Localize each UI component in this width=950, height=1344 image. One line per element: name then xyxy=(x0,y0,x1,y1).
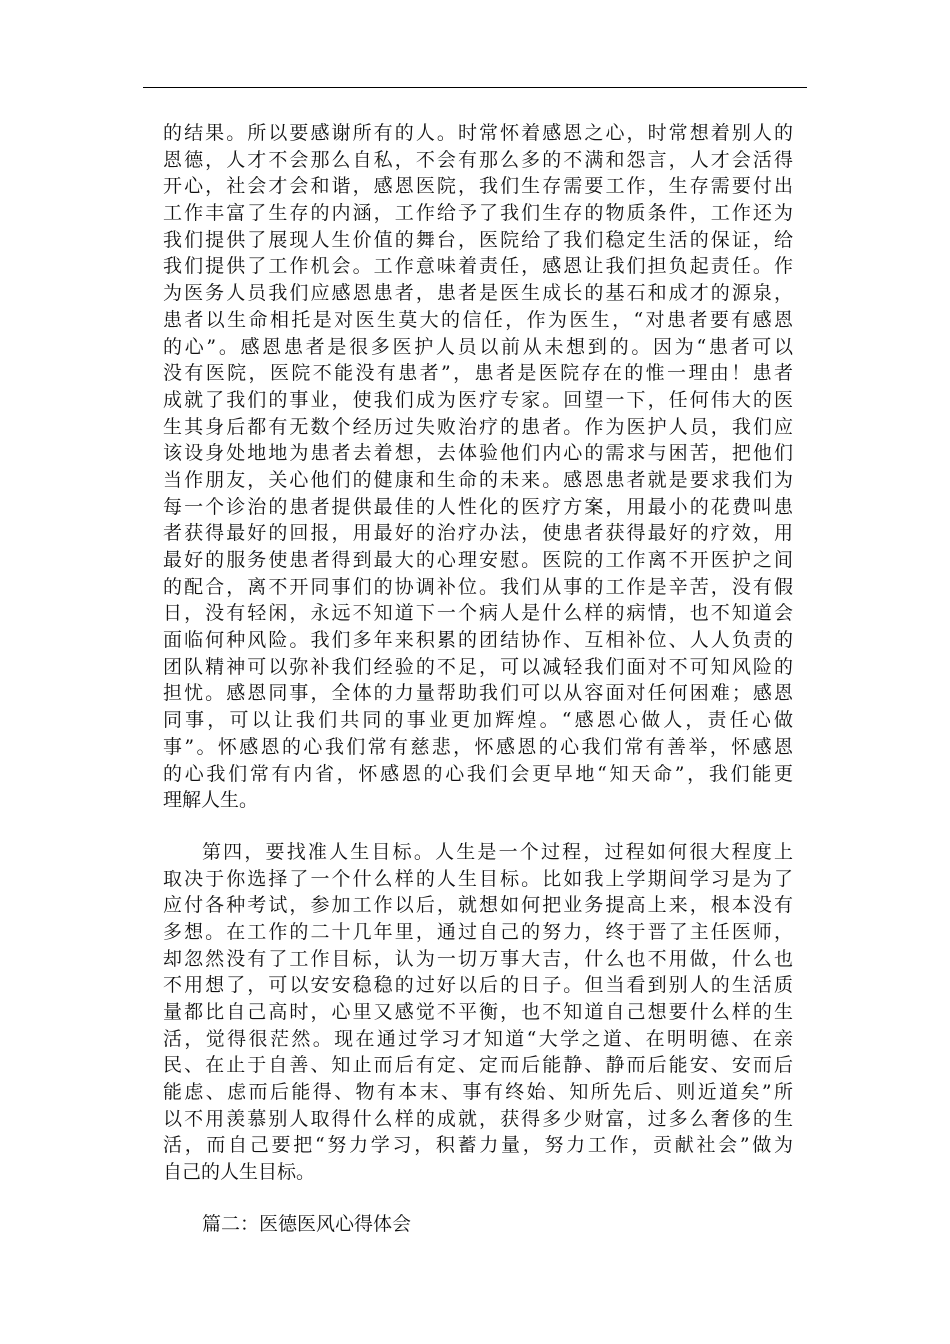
paragraph-life-goal xyxy=(163,839,793,1186)
text-line: 的心我们常有内省，怀感恩的心我们会更早地“知天命”，我们能更 xyxy=(163,762,793,785)
text-line: 活，而自己要把“努力学习，积蓄力量，努力工作，贡献社会”做为 xyxy=(163,1134,793,1157)
text-line: 量都比自己高时，心里又感觉不平衡，也不知道自己想要什么样的生 xyxy=(163,1001,793,1023)
text-line: 日，没有轻闲，永远不知道下一个病人是什么样的病情，也不知道会 xyxy=(163,602,793,625)
text-line: 能虑、虑而后能得、物有本末、事有终始、知所先后、则近道矣”所 xyxy=(163,1081,793,1104)
text-line: 理解人生。 xyxy=(163,789,259,812)
text-line: 面临何种风险。我们多年来积累的团结协作、互相补位、人人负责的 xyxy=(163,629,793,652)
text-line: 自己的人生目标。 xyxy=(163,1161,316,1184)
document-body xyxy=(163,120,793,1238)
text-line: 恩德，人才不会那么自私，不会有那么多的不满和怨言，人才会活得 xyxy=(163,148,793,171)
text-line: 取决于你选择了一个什么样的人生目标。比如我上学期间学习是为了 xyxy=(163,867,793,890)
text-line: 同事，可以让我们共同的事业更加辉煌。“感恩心做人，责任心做 xyxy=(163,709,793,732)
text-line: 却忽然没有了工作目标，认为一切万事大吉，什么也不用做，什么也 xyxy=(163,947,793,970)
text-line: 民、在止于自善、知止而后有定、定而后能静、静而后能安、安而后 xyxy=(163,1054,793,1077)
text-line: 事”。怀感恩的心我们常有慈悲，怀感恩的心我们常有善举，怀感恩 xyxy=(163,735,793,758)
text-line: 没有医院，医院不能没有患者”，患者是医院存在的惟一理由！患者 xyxy=(163,362,793,385)
text-line: 成就了我们的事业，使我们成为医疗专家。回望一下，任何伟大的医 xyxy=(163,388,793,411)
section-heading-part-two xyxy=(163,1211,793,1238)
text-line: 团队精神可以弥补我们经验的不足，可以减轻我们面对不可知风险的 xyxy=(163,655,793,678)
text-line: 当作朋友，关心他们的健康和生命的未来。感恩患者就是要求我们为 xyxy=(163,468,793,491)
text-line: 的配合，离不开同事们的协调补位。我们从事的工作是辛苦，没有假 xyxy=(163,575,793,598)
text-line: 者获得最好的回报，用最好的治疗办法，使患者获得最好的疗效，用 xyxy=(163,522,793,545)
text-line: 患者以生命相托是对医生莫大的信任，作为医生，“对患者要有感恩 xyxy=(163,308,793,331)
text-line: 每一个诊治的患者提供最佳的人性化的医疗方案，用最小的花费叫患 xyxy=(163,495,793,518)
text-line: 多想。在工作的二十几年里，通过自己的努力，终于晋了主任医师， xyxy=(163,920,793,943)
paragraph-gap xyxy=(163,814,793,839)
text-line: 的结果。所以要感谢所有的人。时常怀着感恩之心，时常想着别人的 xyxy=(163,122,793,144)
text-line: 开心，社会才会和谐，感恩医院，我们生存需要工作，生存需要付出 xyxy=(163,175,793,198)
text-line: 以不用羡慕别人取得什么样的成就，获得多少财富，过多么奢侈的生 xyxy=(163,1107,793,1130)
text-line: 我们提供了工作机会。工作意味着责任，感恩让我们担负起责任。作 xyxy=(163,255,793,278)
text-line: 活，觉得很茫然。现在通过学习才知道“大学之道、在明明德、在亲 xyxy=(163,1027,793,1050)
text-line: 我们提供了展现人生价值的舞台，医院给了我们稳定生活的保证，给 xyxy=(163,228,793,251)
text-line: 担忧。感恩同事，全体的力量帮助我们可以从容面对任何困难；感恩 xyxy=(163,682,793,705)
text-line: 应付各种考试，参加工作以后，就想如何把业务提高上来，根本没有 xyxy=(163,894,793,917)
text-line: 篇二：医德医风心得体会 xyxy=(202,1212,412,1235)
text-line: 最好的服务使患者得到最大的心理安慰。医院的工作离不开医护之间 xyxy=(163,549,793,571)
text-line: 生其身后都有无数个经历过失败治疗的患者。作为医护人员，我们应 xyxy=(163,415,793,438)
paragraph-gratitude xyxy=(163,120,793,814)
text-line: 为医务人员我们应感恩患者，患者是医生成长的基石和成才的源泉， xyxy=(163,282,793,305)
text-line: 第四，要找准人生目标。人生是一个过程，过程如何很大程度上 xyxy=(202,840,793,863)
text-line: 不用想了，可以安安稳稳的过好以后的日子。但当看到别人的生活质 xyxy=(163,974,793,997)
text-line: 工作丰富了生存的内涵，工作给予了我们生存的物质条件，工作还为 xyxy=(163,202,793,225)
header-rule xyxy=(143,87,807,88)
paragraph-gap xyxy=(163,1186,793,1211)
text-line: 该设身处地地为患者去着想，去体验他们内心的需求与困苦，把他们 xyxy=(163,442,793,465)
text-line: 的心”。感恩患者是很多医护人员以前从未想到的。因为“患者可以 xyxy=(163,335,793,358)
